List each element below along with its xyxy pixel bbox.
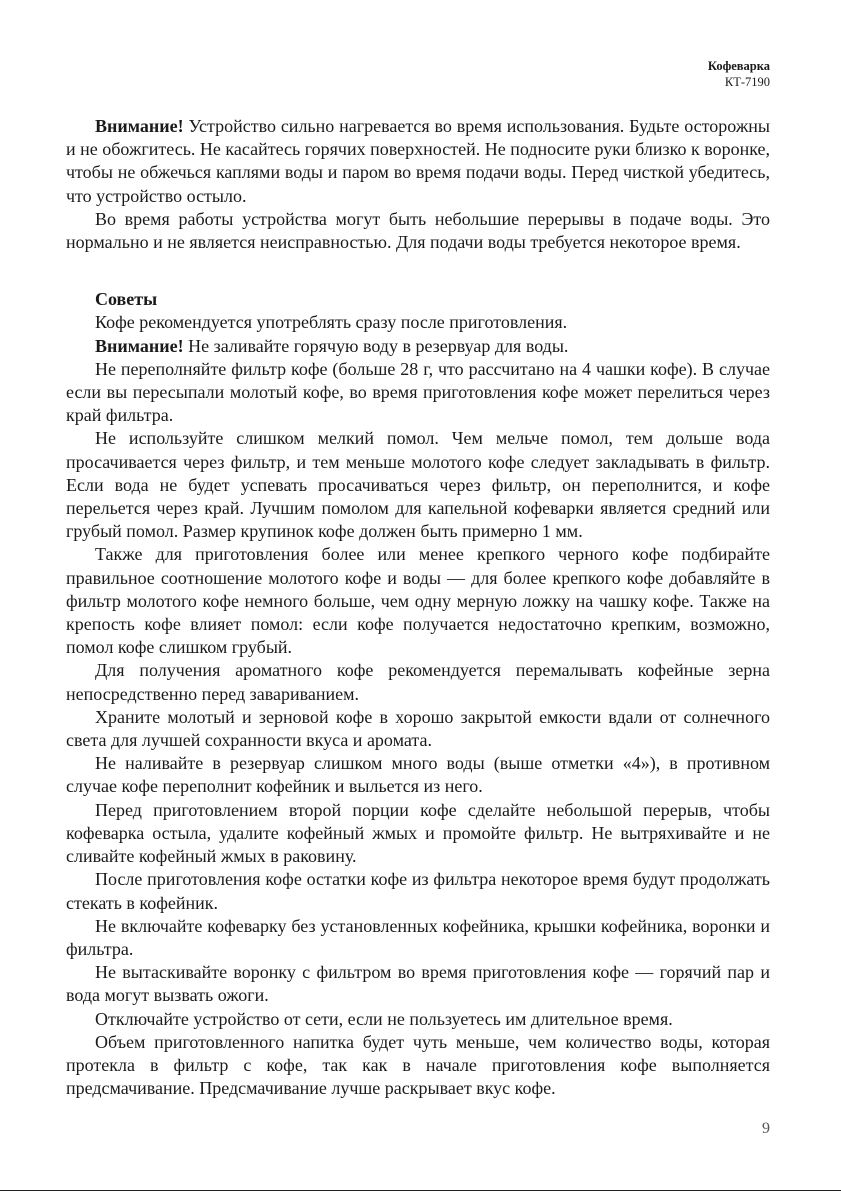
warning-paragraph-water-interruptions: Во время работы устройства могут быть небольшие перерывы в подаче воды. Это нормально и не является неисправностью. Для подачи воды требуется некоторое время.	[66, 208, 770, 253]
tip-paragraph: Не переполняйте фильтр кофе (больше 28 г, что рассчитано на 4 чашки кофе). В случае если вы пересыпали молотый кофе, во время приготовления кофе может перелиться через край фильтра.	[66, 358, 770, 426]
tip-paragraph: Храните молотый и зерновой кофе в хорошо закрытой емкости вдали от солнечного света для лучшей сохранности вкуса и аромата.	[66, 706, 770, 751]
section-title-tips: Советы	[95, 289, 158, 310]
tip-paragraph: Не наливайте в резервуар слишком много воды (выше отметки «4»), в противном случае кофе переполнит кофейник и выльется из него.	[66, 753, 770, 797]
page-number: 9	[762, 1120, 770, 1137]
product-model-code: КТ-7190	[724, 75, 770, 89]
warning-paragraph-heat	[66, 115, 770, 208]
tip-paragraph: Не используйте слишком мелкий помол. Чем мельче помол, тем дольше вода просачивается через фильтр, и тем меньше молотого кофе следует закладывать в фильтр. Если вода не будет успевать просачиваться через фильтр, он переполнится, и кофе перельется через край. Лучшим помолом для капельной кофеварки является средний или грубый помол. Размер крупинок кофе должен быть примерно 1 мм.	[66, 428, 770, 542]
page-header	[708, 58, 770, 90]
product-name: Кофеварка	[707, 59, 770, 73]
section-gap	[66, 254, 770, 288]
tip-paragraph: Отключайте устройство от сети, если не пользуетесь им длительное время.	[95, 1008, 673, 1029]
tip-paragraph-warning	[66, 335, 770, 358]
tip-paragraph: Для получения ароматного кофе рекомендуется перемалывать кофейные зерна непосредственно перед завариванием.	[66, 660, 770, 704]
tip-paragraph: После приготовления кофе остатки кофе из фильтра некоторое время будут продолжать стекать в кофейник.	[66, 869, 770, 913]
tip-paragraph: Не вытаскивайте воронку с фильтром во время приготовления кофе — горячий пар и вода могут вызвать ожоги.	[66, 962, 770, 1006]
warning-text: Устройство сильно нагревается во время использования. Будьте осторожны и не обожгитесь. Не касайтесь горячих поверхностей. Не подносите руки близко к воронке, чтобы не обжечься каплями воды и паром во время подачи воды. Перед чисткой убедитесь, что устройство остыло.	[66, 116, 770, 206]
tip-paragraph: Перед приготовлением второй порции кофе сделайте небольшой перерыв, чтобы кофеварка остыла, удалите кофейный жмых и промойте фильтр. Не вытряхивайте и не сливайте кофейный жмых в раковину.	[66, 799, 770, 867]
page-body	[66, 115, 770, 1100]
tip-paragraph: Также для приготовления более или менее крепкого черного кофе подбирайте правильное соотношение молотого кофе и воды — для более крепкого кофе добавляйте в фильтр молотого кофе немного больше, чем одну мерную ложку на чашку кофе. Также на крепость кофе влияет помол: если кофе получается недостаточно крепким, возможно, помол кофе слишком грубый.	[66, 544, 770, 658]
tip-paragraph: Кофе рекомендуется употреблять сразу после приготовления.	[95, 312, 568, 333]
tip-paragraph: Не включайте кофеварку без установленных кофейника, крышки кофейника, воронки и фильтра.	[66, 915, 770, 959]
tip-paragraph: Объем приготовленного напитка будет чуть меньше, чем количество воды, которая протекла в фильтр с кофе, так как в начале приготовления кофе выполняется предсмачивание. Предсмачивание лучше раскрывает вкус кофе.	[66, 1031, 770, 1099]
warning-label: Внимание!	[95, 335, 184, 356]
warning-text: Не заливайте горячую воду в резервуар для воды.	[183, 335, 569, 356]
bottom-divider	[0, 1190, 841, 1191]
warning-label: Внимание!	[95, 116, 184, 136]
